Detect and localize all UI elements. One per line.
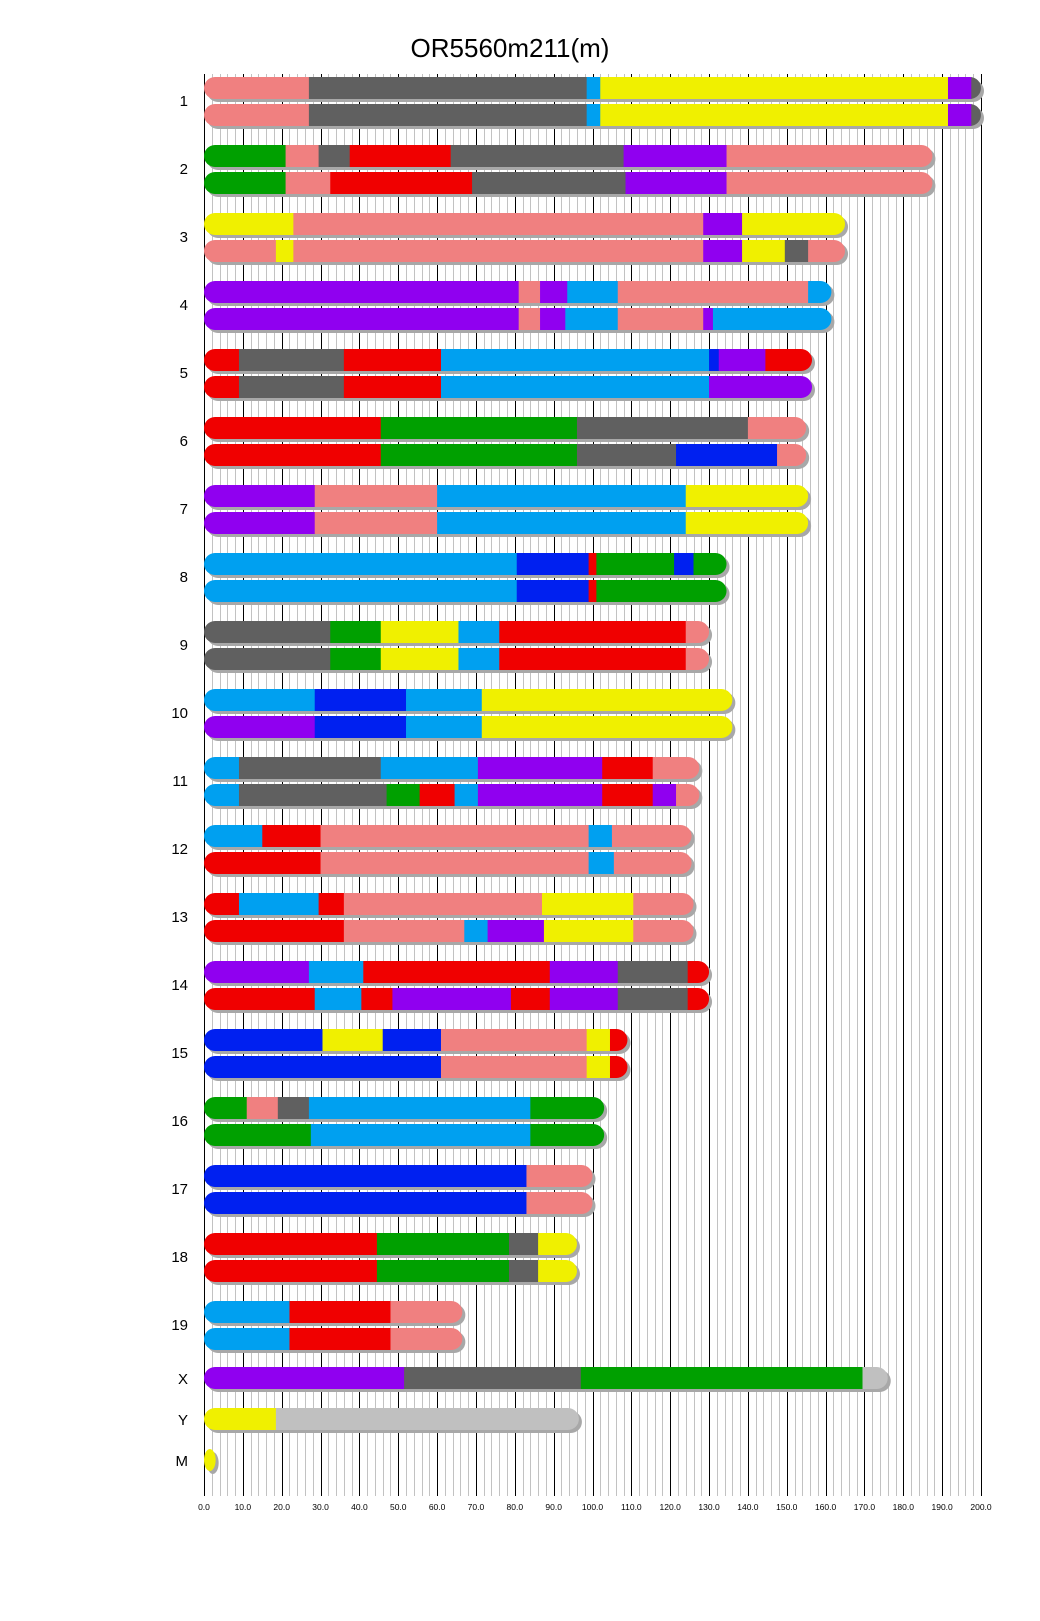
x-tick-label: 190.0 — [931, 1502, 953, 1512]
bar-segment-blue — [674, 553, 694, 575]
bar-segment-darkgray — [239, 784, 387, 806]
bar-segment-green — [204, 1124, 311, 1146]
haplotype-bar — [204, 1192, 593, 1214]
chromosome-label: 6 — [179, 433, 188, 450]
bar-segment-red — [204, 417, 381, 439]
bar-segment-darkgray — [239, 349, 344, 371]
bar-segment-purple — [709, 376, 813, 398]
haplotype-bar — [204, 757, 700, 779]
bar-segment-purple — [550, 988, 619, 1010]
bar-segment-darkgray — [278, 1097, 310, 1119]
haplotype-bar — [204, 376, 813, 398]
bar-segment-red — [589, 580, 597, 602]
bar-segment-purple — [204, 512, 315, 534]
bar-segment-darkgray — [509, 1260, 539, 1282]
bar-segment-salmon — [247, 1097, 279, 1119]
bar-segment-red — [589, 553, 597, 575]
bar-segment-salmon — [519, 308, 541, 330]
bar-segment-darkgray — [618, 988, 689, 1010]
bar-segment-darkgray — [618, 961, 689, 983]
haplotype-bar — [204, 1408, 580, 1430]
bar-segment-salmon — [344, 893, 543, 915]
haplotype-bar — [204, 281, 832, 303]
bar-segment-yellow — [686, 485, 809, 507]
bar-segment-lightblue — [464, 920, 488, 942]
bar-segment-green — [377, 1260, 510, 1282]
bar-segment-red — [204, 852, 321, 874]
bar-segment-purple — [204, 281, 519, 303]
x-tick-label: 50.0 — [389, 1502, 407, 1512]
bar-segment-red — [499, 621, 686, 643]
bar-segment-lightblue — [239, 893, 319, 915]
haplotype-bar — [204, 920, 694, 942]
bar-segment-blue — [517, 580, 589, 602]
bar-segment-yellow — [381, 621, 459, 643]
bar-segment-purple — [478, 757, 603, 779]
bar-segment-salmon — [286, 172, 331, 194]
haplotype-bar — [204, 689, 733, 711]
bar-segment-green — [204, 145, 286, 167]
bar-segment-red — [361, 988, 393, 1010]
bar-segment-purple — [478, 784, 603, 806]
bar-segment-red — [204, 1260, 377, 1282]
bar-segment-lightblue — [437, 512, 686, 534]
bar-segment-salmon — [321, 852, 590, 874]
bar-segment-lightgray — [863, 1367, 889, 1389]
chromosome-label: 11 — [172, 773, 188, 790]
bar-segment-red — [499, 648, 686, 670]
bar-segment-blue — [709, 349, 719, 371]
chromosome-label: 1 — [179, 93, 188, 110]
bar-segment-salmon — [321, 825, 590, 847]
bar-segment-darkgray — [309, 104, 587, 126]
bar-segment-red — [204, 444, 381, 466]
bar-segment-blue — [204, 1029, 323, 1051]
x-tick-label: 30.0 — [312, 1502, 329, 1512]
bar-segment-lightblue — [441, 349, 710, 371]
haplotype-bar — [204, 145, 933, 167]
bar-segment-lightblue — [565, 308, 618, 330]
chromosome-label: 12 — [171, 841, 188, 858]
bar-segment-purple — [550, 961, 619, 983]
bar-segment-salmon — [526, 1165, 593, 1187]
x-tick-label: 40.0 — [351, 1502, 368, 1512]
haplotype-bar — [204, 1029, 628, 1051]
x-tick-label: 120.0 — [659, 1502, 681, 1512]
chromosome-label: M — [175, 1453, 188, 1470]
bar-segment-yellow — [686, 512, 809, 534]
bar-segment-green — [596, 580, 727, 602]
bar-segment-lightblue — [589, 825, 613, 847]
haplotype-bar — [204, 1233, 578, 1255]
bar-segment-lightblue — [204, 757, 240, 779]
bar-segment-salmon — [633, 920, 694, 942]
bar-segment-green — [204, 1097, 247, 1119]
x-tick-label: 60.0 — [428, 1502, 446, 1512]
bar-segment-red — [350, 145, 452, 167]
bar-segment-purple — [703, 213, 742, 235]
bar-segment-red — [765, 349, 812, 371]
bar-segment-darkgray — [309, 77, 587, 99]
haplotype-bar — [204, 553, 727, 575]
chromosome-label: 17 — [171, 1181, 188, 1198]
haplotype-bar — [204, 825, 692, 847]
bar-segment-salmon — [204, 104, 309, 126]
bar-segment-green — [330, 648, 381, 670]
bar-segment-yellow — [538, 1260, 577, 1282]
bar-segment-yellow — [600, 77, 948, 99]
chromosome-label: 19 — [171, 1317, 188, 1334]
bar-segment-red — [602, 784, 653, 806]
x-tick-label: 70.0 — [467, 1502, 485, 1512]
bar-segment-lightblue — [204, 580, 517, 602]
bar-segment-lightblue — [567, 281, 618, 303]
bar-segment-darkgray — [509, 1233, 539, 1255]
bar-segment-yellow — [322, 1029, 383, 1051]
bar-segment-lightblue — [204, 1328, 290, 1350]
haplotype-bar — [204, 716, 733, 738]
haplotype-bar — [204, 1056, 628, 1078]
haplotype-bar — [204, 240, 846, 262]
bar-segment-yellow — [482, 716, 733, 738]
bar-segment-green — [381, 444, 578, 466]
bar-segment-red — [204, 920, 344, 942]
bar-segment-green — [387, 784, 421, 806]
bar-segment-lightblue — [589, 852, 615, 874]
chromosome-label: 15 — [171, 1045, 188, 1062]
bar-segment-yellow — [587, 1056, 611, 1078]
x-tick-label: 140.0 — [737, 1502, 759, 1512]
bar-segment-lightblue — [587, 77, 601, 99]
haplotype-bar — [204, 512, 809, 534]
bar-segment-lightblue — [713, 308, 832, 330]
bar-segment-blue — [315, 689, 407, 711]
x-tick-label: 150.0 — [776, 1502, 798, 1512]
bar-segment-blue — [204, 1192, 527, 1214]
bar-segment-purple — [703, 240, 742, 262]
bar-segment-yellow — [381, 648, 459, 670]
haplotype-bar — [204, 988, 710, 1010]
x-tick-label: 80.0 — [506, 1502, 524, 1512]
bar-segment-red — [204, 893, 240, 915]
haplotype-bar — [204, 1301, 463, 1323]
bar-segment-lightblue — [437, 485, 686, 507]
haplotype-bar — [204, 961, 710, 983]
bar-segment-lightblue — [441, 376, 710, 398]
bar-segment-red — [363, 961, 550, 983]
bar-segment-yellow — [204, 1408, 276, 1430]
bar-segment-salmon — [727, 172, 934, 194]
x-tick-label: 100.0 — [581, 1502, 604, 1512]
bar-segment-red — [511, 988, 550, 1010]
chromosome-label: 2 — [179, 161, 188, 178]
chromosome-label: 8 — [179, 569, 188, 586]
bar-segment-red — [319, 893, 345, 915]
bar-segment-yellow — [587, 1029, 611, 1051]
bar-segment-lightblue — [204, 825, 263, 847]
x-tick-label: 90.0 — [545, 1502, 562, 1512]
bar-segment-blue — [676, 444, 778, 466]
bar-segment-green — [204, 172, 286, 194]
bar-segment-green — [694, 553, 728, 575]
bar-segment-red — [204, 1233, 377, 1255]
bar-segment-lightblue — [406, 716, 482, 738]
bar-segment-blue — [517, 553, 589, 575]
bar-segment-salmon — [618, 308, 704, 330]
bar-segment-blue — [204, 1056, 442, 1078]
bar-segment-lightblue — [204, 553, 517, 575]
bar-segment-salmon — [204, 77, 309, 99]
bar-segment-purple — [653, 784, 677, 806]
chromosome-label: 14 — [171, 977, 188, 994]
haplotype-bar — [204, 784, 700, 806]
bar-segment-salmon — [315, 485, 438, 507]
bar-segment-lightblue — [309, 961, 364, 983]
bar-segment-lightblue — [309, 1097, 531, 1119]
x-tick-label: 160.0 — [814, 1502, 837, 1512]
bar-segment-darkgray — [319, 145, 351, 167]
bar-segment-salmon — [441, 1029, 587, 1051]
chromosome-label: 13 — [171, 909, 188, 926]
bar-segment-salmon — [293, 240, 703, 262]
bar-segment-red — [420, 784, 456, 806]
bar-segment-yellow — [276, 240, 294, 262]
x-tick-label: 180.0 — [892, 1502, 914, 1512]
bar-segment-yellow — [742, 213, 846, 235]
haplotype-bar — [204, 1367, 888, 1389]
bar-segment-yellow — [600, 104, 948, 126]
bar-segment-purple — [626, 172, 728, 194]
chromosome-label: 9 — [179, 637, 188, 654]
bar-segment-lightblue — [204, 689, 315, 711]
bar-segment-darkgray — [204, 621, 331, 643]
bar-segment-darkgray — [577, 417, 749, 439]
haplotype-bar — [204, 172, 933, 194]
bar-segment-salmon — [614, 852, 692, 874]
bar-segment-purple — [624, 145, 728, 167]
x-axis — [198, 1502, 992, 1512]
bar-segment-purple — [204, 308, 519, 330]
bar-segment-darkgray — [239, 376, 344, 398]
chromosome-label: Y — [177, 1412, 188, 1429]
haplotype-bar — [204, 648, 710, 670]
bar-segment-purple — [392, 988, 511, 1010]
chromosome-label: 5 — [179, 365, 188, 382]
bar-segment-lightblue — [381, 757, 479, 779]
bar-segment-lightblue — [587, 104, 601, 126]
bar-segment-green — [377, 1233, 510, 1255]
haplotype-bar — [204, 580, 727, 602]
chromosome-label: 7 — [179, 501, 188, 518]
x-tick-label: 130.0 — [698, 1502, 720, 1512]
haplotype-bar — [204, 444, 807, 466]
bar-segment-red — [204, 988, 315, 1010]
haplotype-bar — [204, 1097, 605, 1119]
bar-segment-darkgray — [239, 757, 381, 779]
bar-segment-green — [530, 1124, 604, 1146]
bar-segment-lightblue — [204, 784, 240, 806]
bar-segment-darkgray — [472, 172, 626, 194]
bar-segment-salmon — [727, 145, 934, 167]
haplotype-bar — [204, 1124, 605, 1146]
x-tick-label: 10.0 — [234, 1502, 252, 1512]
bar-segment-salmon — [777, 444, 807, 466]
bar-segment-salmon — [390, 1328, 462, 1350]
bar-segment-lightblue — [455, 784, 479, 806]
bar-segment-red — [204, 376, 240, 398]
bar-segment-red — [262, 825, 321, 847]
bar-segment-yellow — [204, 213, 294, 235]
bar-segment-red — [204, 349, 240, 371]
bar-segment-salmon — [441, 1056, 587, 1078]
bar-segment-salmon — [344, 920, 465, 942]
haplotype-bar — [204, 308, 832, 330]
bar-segment-darkgray — [204, 648, 331, 670]
bar-segment-yellow — [482, 689, 733, 711]
bar-segment-salmon — [808, 240, 846, 262]
bar-segment-green — [381, 417, 578, 439]
bar-segment-red — [289, 1328, 391, 1350]
bar-segment-purple — [948, 77, 972, 99]
bar-segment-yellow — [742, 240, 785, 262]
bar-segment-salmon — [526, 1192, 593, 1214]
x-tick-label: 170.0 — [853, 1502, 876, 1512]
haplotype-bar — [204, 1165, 593, 1187]
bar-segment-lightblue — [204, 1301, 290, 1323]
bar-segment-purple — [488, 920, 545, 942]
bar-segment-lightblue — [311, 1124, 531, 1146]
bar-segment-green — [330, 621, 381, 643]
bar-segment-lightblue — [458, 648, 499, 670]
bar-segment-lightblue — [458, 621, 499, 643]
bar-segment-red — [289, 1301, 391, 1323]
haplotype-bar — [204, 349, 813, 371]
bar-segment-lightblue — [315, 988, 362, 1010]
haplotype-bar — [204, 213, 846, 235]
chromosome-labels — [171, 93, 188, 1470]
bar-segment-salmon — [748, 417, 807, 439]
x-tick-label: 0.0 — [198, 1502, 210, 1512]
haplotype-bar — [204, 1260, 578, 1282]
bar-segment-green — [530, 1097, 604, 1119]
bar-segment-purple — [204, 716, 315, 738]
haplotype-bar — [204, 1328, 463, 1350]
x-tick-label: 200.0 — [970, 1502, 992, 1512]
bar-segment-red — [344, 376, 442, 398]
bar-segment-red — [602, 757, 653, 779]
bar-segment-red — [344, 349, 442, 371]
chromosome-label: 18 — [171, 1249, 188, 1266]
chromosome-label: 3 — [179, 229, 188, 246]
bar-segment-salmon — [519, 281, 541, 303]
bar-segment-purple — [703, 308, 713, 330]
bar-segment-salmon — [390, 1301, 462, 1323]
bar-segment-salmon — [293, 213, 703, 235]
haplotype-bar — [204, 621, 710, 643]
bar-segment-purple — [204, 1367, 405, 1389]
bar-segment-yellow — [544, 920, 634, 942]
bar-segment-darkgray — [785, 240, 809, 262]
bar-segment-salmon — [653, 757, 700, 779]
bar-segment-salmon — [204, 240, 276, 262]
bar-segment-darkgray — [451, 145, 624, 167]
bar-segment-salmon — [618, 281, 809, 303]
bar-segment-red — [330, 172, 472, 194]
bar-segment-yellow — [538, 1233, 577, 1255]
bar-segment-blue — [204, 1165, 527, 1187]
chart-title: OR5560m211(m) — [410, 33, 610, 63]
x-tick-label: 110.0 — [621, 1502, 642, 1512]
bar-segment-purple — [948, 104, 972, 126]
bar-segment-salmon — [286, 145, 320, 167]
chromosome-label: 16 — [171, 1113, 188, 1130]
bar-segment-green — [596, 553, 674, 575]
x-tick-label: 20.0 — [273, 1502, 290, 1512]
chromosome-label: 4 — [179, 297, 188, 314]
haplotype-bar — [204, 104, 982, 126]
haplotype-bar — [204, 77, 982, 99]
bar-segment-purple — [204, 961, 309, 983]
haplotype-bar — [204, 893, 694, 915]
haplotype-bar — [204, 852, 692, 874]
bar-segment-salmon — [633, 893, 694, 915]
bar-segment-purple — [719, 349, 766, 371]
bar-segment-purple — [540, 308, 566, 330]
bar-segment-lightblue — [406, 689, 482, 711]
chromosome-label: X — [177, 1371, 188, 1388]
bar-segment-lightgray — [276, 1408, 580, 1430]
bar-segment-darkgray — [404, 1367, 581, 1389]
chromosome-label: 10 — [171, 705, 188, 722]
bar-segment-blue — [383, 1029, 442, 1051]
bar-segment-blue — [315, 716, 407, 738]
bar-segment-salmon — [612, 825, 692, 847]
bar-segment-green — [581, 1367, 863, 1389]
bar-segment-purple — [540, 281, 568, 303]
bar-segment-salmon — [315, 512, 438, 534]
bar-segment-yellow — [542, 893, 634, 915]
haplotype-bar — [204, 485, 809, 507]
bar-segment-darkgray — [577, 444, 677, 466]
bar-segment-purple — [204, 485, 315, 507]
haplotype-bar — [204, 417, 807, 439]
